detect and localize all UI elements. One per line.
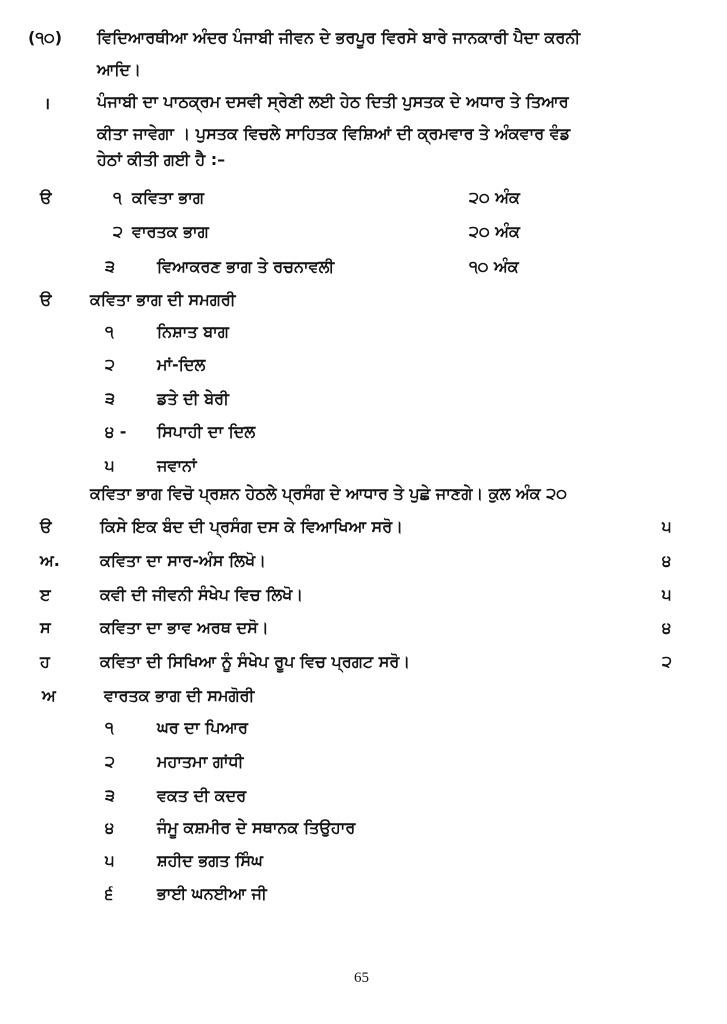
poetry-heading: ਕਵਿਤਾ ਭਾਗ ਦੀ ਸਮਗਰੀ	[90, 290, 236, 309]
section-line-3: ਹੇਠਾਂ ਕੀਤੀ ਗਈ ਹੈ :–	[97, 150, 226, 169]
question-marks: ੪	[662, 551, 672, 570]
poetry-item-title: ਡਤੇ ਦੀ ਬੇਰੀ	[157, 389, 229, 408]
question-marks: ੫	[662, 585, 672, 604]
question-text: ਕਵਿਤਾ ਦੀ ਸਿਖਿਆ ਨੂੰ ਸੰਖੇਪ ਰੂਪ ਵਿਚ ਪ੍ਰਗਟ ਸਰੋ।	[100, 652, 411, 671]
marks-row-num: ੨	[113, 222, 123, 241]
marks-row-value: ੧੦ ਅੰਕ	[469, 257, 519, 276]
intro-line-2: ਆਦਿ।	[97, 60, 141, 79]
prose-heading: ਵਾਰਤਕ ਭਾਗ ਦੀ ਸਮਗੋਰੀ	[104, 686, 255, 705]
section-line-2: ਕੀਤਾ ਜਾਵੇਗਾ । ਪੁਸਤਕ ਵਿਚਲੇ ਸਾਹਿਤਕ ਵਿਸ਼ਿਆਂ ਦੀ ਕ੍ਰਮਵਾਰ ਤੇ ਅੰਕਵਾਰ ਵੰਡ	[97, 124, 571, 143]
question-marker: ਸ	[40, 618, 51, 637]
question-text: ਕਿਸੇ ਇਕ ਬੰਦ ਦੀ ਪ੍ਰਸੰਗ ਦਸ ਕੇ ਵਿਆਖਿਆ ਸਰੋ।	[100, 517, 403, 536]
marks-row-label: ਕਵਿਤਾ ਭਾਗ	[132, 188, 204, 207]
marks-row-value: ੨੦ ਅੰਕ	[469, 222, 520, 241]
question-marks: ੫	[662, 517, 672, 536]
marks-row-num: ੧	[113, 188, 122, 207]
marks-row-value: ੨੦ ਅੰਕ	[469, 188, 520, 207]
page-number: 65	[354, 970, 369, 986]
poetry-item-num: ੨	[105, 355, 115, 374]
marks-marker: ੳ	[40, 188, 52, 207]
poetry-item-num: ੩	[105, 389, 115, 408]
poetry-item-num: ੧	[105, 322, 114, 341]
prose-item-title: ਭਾਈ ਘਨਈਆ ਜੀ	[157, 884, 267, 903]
prose-item-num: ੧	[105, 718, 114, 737]
prose-item-title: ਘਰ ਦਾ ਪਿਆਰ	[157, 718, 248, 737]
poetry-item-title: ਨਿਸ਼ਾਤ ਬਾਗ	[157, 322, 229, 341]
intro-number: (੧੦)	[28, 28, 63, 47]
section-line-1: ਪੰਜਾਬੀ ਦਾ ਪਾਠਕ੍ਰਮ ਦਸਵੀ ਸ੍ਰੇਣੀ ਲਈ ਹੇਠ ਦਿਤੀ ਪੁਸਤਕ ਦੇ ਅਧਾਰ ਤੇ ਤਿਆਰ	[97, 92, 569, 111]
intro-line-1: ਵਿਦਿਆਰਥੀਆ ਅੰਦਰ ਪੰਜਾਬੀ ਜੀਵਨ ਦੇ ਭਰਪੂਰ ਵਿਰਸੇ ਬਾਰੇ ਜਾਨਕਾਰੀ ਪੈਦਾ ਕਰਨੀ	[97, 28, 581, 47]
prose-item-num: ੨	[105, 752, 115, 771]
prose-item-num: ੬	[105, 884, 114, 903]
prose-item-title: ਵਕਤ ਦੀ ਕਦਰ	[157, 786, 247, 805]
question-marker: ੳ	[40, 517, 52, 536]
section-marker: ।	[44, 94, 51, 113]
poetry-item-num: ੪ -	[105, 422, 127, 441]
poetry-note: ਕਵਿਤਾ ਭਾਗ ਵਿਚੋ ਪ੍ਰਸ਼ਨ ਹੇਠਲੇ ਪ੍ਰਸੰਗ ਦੇ ਆਧਾਰ ਤੇ ਪੁਛੇ ਜਾਣਗੇ। ਕੁਲ ਅੰਕ ੨੦	[90, 484, 567, 503]
marks-row-label: ਵਿਆਕਰਣ ਭਾਗ ਤੇ ਰਚਨਾਵਲੀ	[157, 257, 335, 276]
prose-marker: ਅ	[42, 686, 56, 705]
question-marker: ਹ	[40, 652, 50, 671]
marks-row-num: ੩	[105, 257, 115, 276]
poetry-item-title: ਜਵਾਨਾਂ	[157, 456, 197, 475]
question-marks: ੪	[662, 618, 672, 637]
question-marker: ੲ	[40, 585, 51, 604]
prose-item-num: ੫	[105, 851, 115, 870]
prose-item-title: ਮਹਾਤਮਾ ਗਾਂਧੀ	[157, 752, 244, 771]
prose-item-title: ਜੰਮੂ ਕਸ਼ਮੀਰ ਦੇ ਸਥਾਨਕ ਤਿਉਹਾਰ	[157, 818, 356, 837]
question-text: ਕਵਿਤਾ ਦਾ ਸਾਰ-ਅੰਸ ਲਿਖੋ।	[100, 551, 266, 570]
question-marker: ਅ.	[40, 551, 60, 570]
poetry-item-num: ੫	[105, 456, 115, 475]
poetry-item-title: ਮਾਂ-ਦਿਲ	[157, 355, 206, 374]
question-text: ਕਵੀ ਦੀ ਜੀਵਨੀ ਸੰਖੇਪ ਵਿਚ ਲਿਖੋ।	[100, 585, 304, 604]
marks-row-label: ਵਾਰਤਕ ਭਾਗ	[132, 222, 209, 241]
prose-item-num: ੩	[105, 786, 115, 805]
prose-item-num: ੪	[105, 818, 115, 837]
poetry-item-title: ਸਿਪਾਹੀ ਦਾ ਦਿਲ	[157, 422, 256, 441]
prose-item-title: ਸ਼ਹੀਦ ਭਗਤ ਸਿੰਘ	[157, 851, 263, 870]
question-marks: ੨	[662, 652, 672, 671]
question-text: ਕਵਿਤਾ ਦਾ ਭਾਵ ਅਰਥ ਦਸੋ।	[100, 618, 269, 637]
poetry-marker: ੳ	[40, 290, 52, 309]
